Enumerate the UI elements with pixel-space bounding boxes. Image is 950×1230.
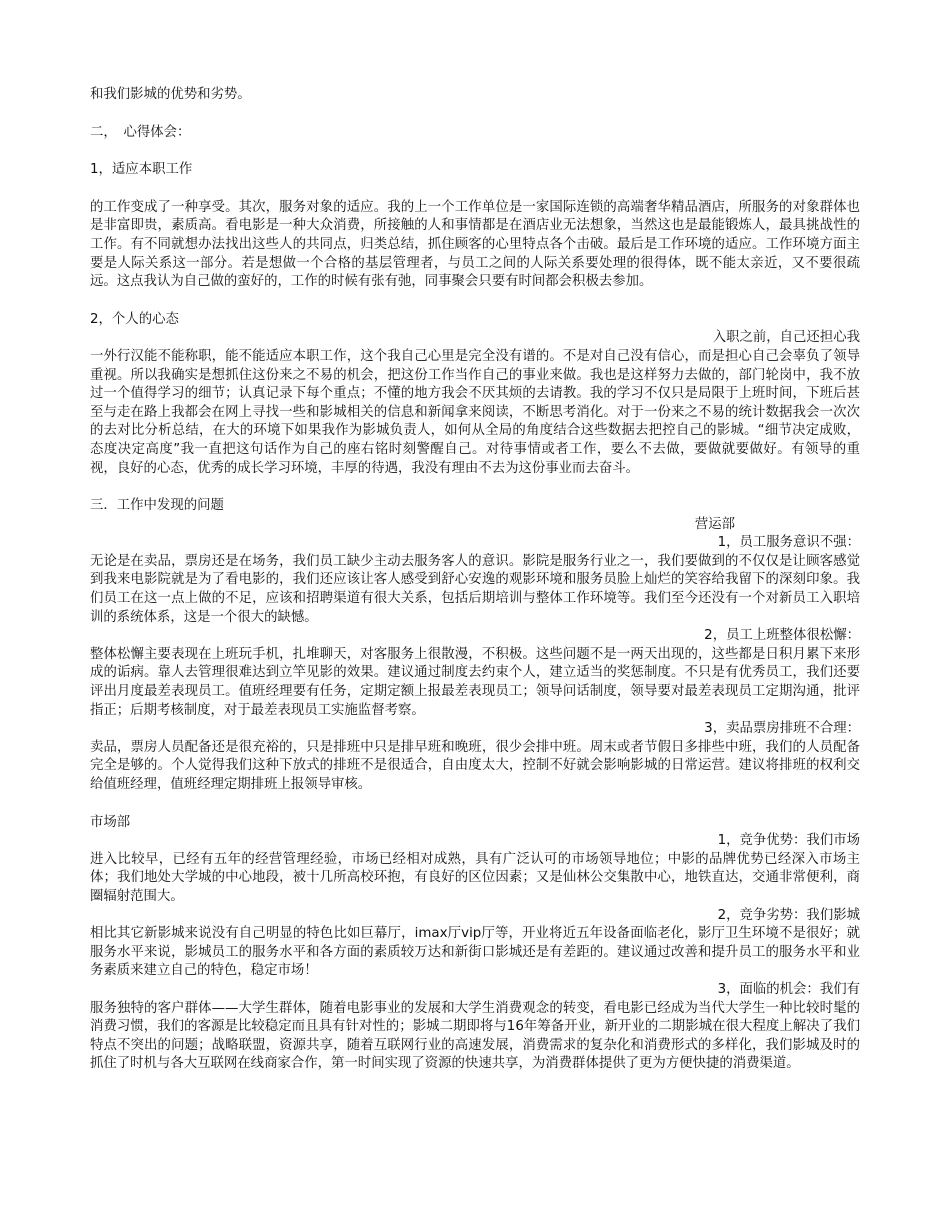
ops-item-2-body: 整体松懈主要表现在上班玩手机，扎堆聊天，对客服务上很散漫，不积极。这些问题不是一两天出现的，这些都是日积月累下来形成的诟病。靠人去管理很难达到立竿见影的效果。建议通过制度去约束个人，建立适当的奖惩制度。不只是有优秀员工，我们还要评出月度最差表现员工。值班经理要有任务，定期定额上报最差表现员工；领导问话制度，领导要对最差表现员工定期沟通，批评指正；后期考核制度，对于最差表现员工实施监督考察。: [90, 646, 860, 718]
intro-line: 和我们影城的优势和劣势。: [90, 87, 251, 102]
market-item-1-lead: 1，竞争优势：我们市场: [717, 833, 860, 849]
section-2-heading: 二， 心得体会：: [90, 124, 191, 140]
market-item-3-lead: 3，面临的机会：我们有: [717, 981, 860, 997]
ops-item-1-body: 无论是在卖品，票房还是在场务，我们员工缺少主动去服务客人的意识。影院是服务行业之一，我们要做到的不仅仅是让顾客感觉到我来电影院就是为了看电影的，我们还应该让客人感受到舒心安逸的观影环境和服务员脸上灿烂的笑容给我留下的深刻印象。我们员工在这一点上做的不足，应该和招聘渠道有很大关系，包括后期培训与整体工作环境等。我们至今还没有一个对新员工入职培训的系统体系，这是一个很大的缺憾。: [90, 553, 860, 625]
subsection-2-body: 一外行汉能不能称职，能不能适应本职工作，这个我自己心里是完全没有谱的。不是对自己没有信心，而是担心自己会辜负了领导重视。所以我确实是想抓住这份来之不易的机会，把这份工作当作自己的事业来做。我也是这样努力去做的，部门轮岗中，我不放过一个值得学习的细节；认真记录下每个重点；不懂的地方我会不厌其烦的去请教。我的学习不仅只是局限于上班时间，下班后甚至与走在路上我都会在网上寻找一些和影城相关的信息和新闻拿来阅读，不断思考消化。对于一份来之不易的统计数据我会一次次的去对比分析总结，在大的环境下如果我作为影城负责人，如何从全局的角度结合这些数据去把控自己的影城。“细节决定成败，态度决定高度”我一直把这句话作为自己的座右铭时刻警醒自己。对待事情或者工作，要么不去做，要做就要做好。有领导的重视，良好的心态，优秀的成长学习环境，丰厚的待遇，我没有理由不去为这份事业而去奋斗。: [90, 348, 860, 476]
market-item-1-body: 进入比较早，已经有五年的经营管理经验，市场已经相对成熟，具有广泛认可的市场领导地位；中影的品牌优势已经深入市场主体；我们地处大学城的中心地段，被十几所高校环抱，有良好的区位因素；又是仙林公交集散中心，地铁直达，交通非常便利，商圈辐射范围大。: [90, 851, 860, 904]
market-item-2-lead: 2，竞争劣势：我们影城: [717, 907, 860, 923]
subsection-2-heading: 2，个人的心态: [90, 311, 179, 327]
subsection-2-lead: 入职之前，自己还担心我: [712, 330, 860, 346]
ops-item-3-lead: 3，卖品票房排班不合理：: [704, 721, 860, 737]
ops-item-3-body: 卖品，票房人员配备还是很充裕的，只是排班中只是排早班和晚班，很少会排中班。周末或者节假日多排些中班，我们的人员配备完全是够的。个人觉得我们这种下放式的排班不是很适合，自由度太大，控制不好就会影响影城的日常运营。建议将排班的权利交给值班经理，值班经理定期排班上报领导审核。: [90, 739, 860, 792]
market-dept-label: 市场部: [90, 814, 131, 830]
section-3-heading: 三．工作中发现的问题: [90, 498, 224, 514]
ops-item-2-lead: 2，员工上班整体很松懈：: [704, 628, 860, 644]
document-page: [90, 86, 860, 1074]
subsection-1-heading: 1，适应本职工作: [90, 162, 193, 178]
market-item-3-body: 服务独特的客户群体——大学生群体，随着电影事业的发展和大学生消费观念的转变，看电影已经成为当代大学生一种比较时髦的消费习惯，我们的客源是比较稳定而且具有针对性的；影城二期即将与16年筹备开业，新开业的二期影城在很大程度上解决了我们特点不突出的问题；战略联盟，资源共享，随着互联网行业的高速发展，消费需求的复杂化和消费形式的多样化，我们影城及时的抓住了时机与各大互联网在线商家合作，第一时间实现了资源的快速共享，为消费群体提供了更为方便快捷的消费渠道。: [90, 1000, 860, 1072]
ops-item-1-lead: 1，员工服务意识不强：: [717, 535, 860, 551]
market-item-2-body: 相比其它新影城来说没有自己明显的特色比如巨幕厅，imax厅vip厅等，开业将近五年设备面临老化，影厅卫生环境不是很好；就服务水平来说，影城员工的服务水平和各方面的素质较万达和新街口影城还是有差距的。建议通过改善和提升员工的服务水平和业务素质来建立自己的特色，稳定市场！: [90, 926, 860, 979]
ops-dept-label: 营运部: [694, 516, 735, 532]
subsection-1-body: 的工作变成了一种享受。其次，服务对象的适应。我的上一个工作单位是一家国际连锁的高端奢华精品酒店，所服务的对象群体也是非富即贵，素质高。看电影是一种大众消费，所接触的人和事情都是在酒店业无法想象，当然这也是最能锻炼人，最具挑战性的工作。有不同就想办法找出这些人的共同点，归类总结，抓住顾客的心里特点各个击破。最后是工作环境的适应。工作环境方面主要是人际关系这一部分。若是想做一个合格的基层管理者，与员工之间的人际关系要处理的很得体，既不能太亲近，又不要很疏远。这点我认为自己做的蛮好的，工作的时候有张有弛，同事聚会只要有时间都会积极去参加。: [90, 199, 860, 290]
